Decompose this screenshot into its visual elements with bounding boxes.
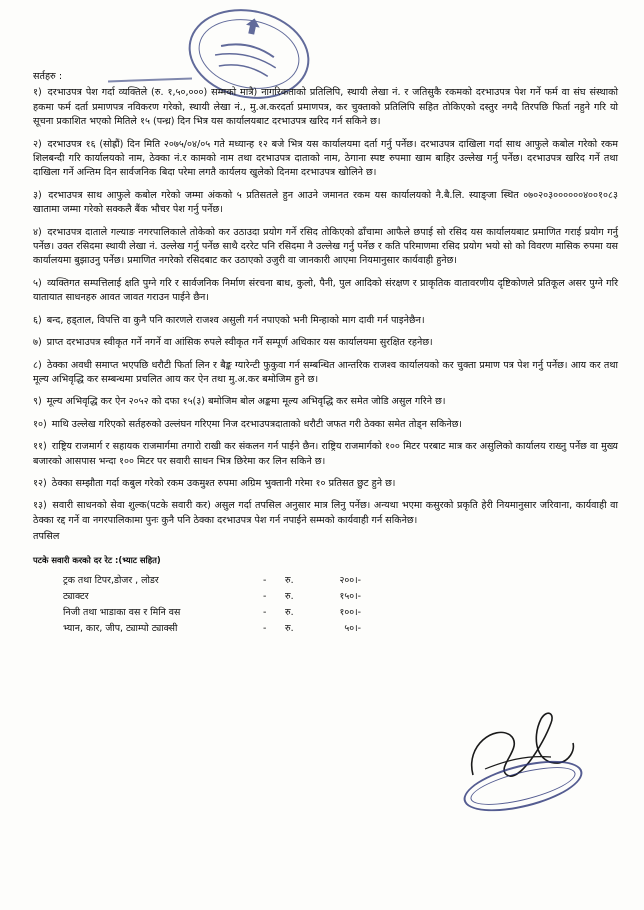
vehicle-type: भ्यान, कार, जीप, ट्याम्पो ट्याक्सी (63, 622, 178, 634)
clause-1 (33, 86, 618, 129)
rate-row (63, 621, 363, 637)
currency: रु. (285, 590, 294, 602)
clause-number: १) (33, 87, 42, 99)
rate-row (63, 589, 363, 605)
clause-number: २) (33, 138, 42, 150)
clause-4 (33, 226, 618, 269)
clause-text: ठेक्का सम्झौता गर्दा कबुल गरेको रकम उकमुश्त रुपमा अग्रिम भुक्तानी गरेमा १० प्रतिसत छुट हुने छ। (51, 477, 396, 489)
currency: रु. (285, 574, 294, 586)
rate-amount: ५०।- (344, 622, 361, 634)
separator: - (263, 574, 267, 586)
clause-number: ३) (33, 189, 42, 201)
clause-3 (33, 189, 618, 218)
clause-2 (33, 138, 618, 181)
separator: - (263, 590, 267, 602)
clause-9 (33, 395, 618, 409)
separator: - (263, 606, 267, 618)
clause-number: १२) (33, 477, 47, 489)
currency: रु. (285, 606, 294, 618)
rate-amount: २००।- (339, 574, 361, 586)
clause-13 (33, 499, 618, 528)
clause-number: ५) (33, 277, 42, 289)
clause-text: प्राप्त दरभाउपत्र स्वीकृत गर्ने नगर्ने वा आंसिक रुपले स्वीकृत गर्ने सम्पूर्ण अधिकार यस कार्यालयमा सुरक्षित रहनेछ। (46, 337, 433, 349)
clause-text: ठेक्का अवधी समाप्त भएपछि धरौटी फिर्ता लिन र बैङ्क ग्यारेन्टी फुकुवा गर्न सम्बन्धित आन्तरिक राजश्व कार्यालयको कर चुक्ता प्रमाण पत्र पेश गर्नु पर्नेछ। आय कर तथा मूल्य अभिवृद्धि कर सम्बन्धमा प्रचलित आय कर ऐन तथा मु.अ.कर बमोजिम हुने छ। (33, 359, 618, 385)
vehicle-type: निजी तथा भाडाका वस र मिनि वस (63, 606, 181, 618)
separator: - (263, 622, 267, 634)
clause-number: ४) (33, 226, 42, 238)
clause-text: माथि उल्लेख गरिएको सर्तहरुको उल्लंघन गरिएमा निज दरभाउपत्रदाताको धरौटी जफत गरी ठेक्का समेत तोड्न सकिनेछ। (51, 418, 463, 430)
rate-table-title: पटके सवारी करको दर रेट :(भ्याट सहित) (33, 554, 161, 565)
clause-text: बन्द, हड्ताल, विपत्ति वा कुनै पनि कारणले राजश्व असुली गर्न नपाएको भनी मिन्हाको माग दावी गर्न पाइनेछैन। (46, 314, 425, 326)
clause-8 (33, 359, 618, 388)
clause-number: ९) (33, 396, 42, 408)
clause-number: ११) (33, 441, 47, 453)
clause-12 (33, 477, 618, 491)
schedule-heading: तपसिल (33, 531, 60, 543)
rate-row (63, 605, 363, 621)
clause-number: ६) (33, 314, 42, 326)
clause-text: दरभाउपत्र पेश गर्दा व्यक्तिले (रु. १,५०,०००) सम्मको मात्रै) नागरिकताको प्रतिलिपि, स्थायी लेखा नं. र जतिसुकै रकमको दरभाउपत्र पेश गर्ने फर्म वा संघ संस्थाको हकमा फर्म दर्ता प्रमाणपत्र नविकरण गरेको, स्थायी लेखा नं., मु.अ.करदर्ता प्रमाणपत्र, कर चुक्ताको प्रतिलिपि सहित तोकिएको दस्तुर नगदै तिरपछि फिर्ता नहुने गरि यो सूचना प्रकाशित भएको मितिले १५ (पन्ध्र) दिन भित्र यस कार्यालयबाट दरभाउपत्र खरिद गर्न सकिने छ। (33, 87, 618, 128)
vehicle-type: ट्याक्टर (63, 590, 89, 602)
clause-text: व्यक्तिगत सम्पत्तिलाई क्षति पुग्ने गरि र सार्वजनिक निर्माण संरचना बाध, कुलो, पैनी, पुल आदिको संरक्षण र प्राकृतिक वातावरणीय दृष्टिकोणले प्रतिकूल असर पुग्ने गरि यातायात साधनहरु आवत जावत गराउन पाईने छैन। (33, 277, 618, 304)
clause-7 (33, 336, 618, 350)
clause-text: दरभाउपत्र दाताले गल्याङ नगरपालिकाले तोकेको कर उठाउदा प्रयोग गर्ने रसिद तोकिएको ढाँचामा आफैले छपाई सो रसिद यस कार्यालयबाट प्रमाणित गराई प्रयोग गर्नु पर्नेछ। उक्त रसिदमा स्थायी लेखा नं. उल्लेख गर्नु पर्नेछ साथै दररेट पनि रसिदमा नै उल्लेख गर्नु पर्नेछ र कति परिमाणमा रसिद प्रयोग भयो सो को विवरण मासिक रुपमा यस कार्यालयमा बुझाउनु पर्नेछ। प्रमाणित नगरेको रसिदबाट कर उठाएको उजुरी वा जानकारी आएमा नियमानुसार कार्यवाही हुनेछ। (33, 226, 618, 267)
clause-text: सवारी साधनको सेवा शुल्क(पटके सवारी कर) असुल गर्दा तपसिल अनुसार मात्र लिनु पर्नेछ। अन्यथा भएमा कसुरको प्रकृति हेरी नियमानुसार जरिवाना, कार्यवाही वा ठेक्का रद्द गर्ने वा नगरपालिकामा पुनः कुनै पनि ठेक्का दरभाउपत्र पेश गर्न नपाईने सम्मको कार्यवाही गर्न सकिनेछ। (33, 500, 618, 526)
terms-content (33, 70, 618, 637)
currency: रु. (285, 622, 294, 634)
clause-6 (33, 314, 618, 328)
clause-text: दरभाउपत्र १६ (सोह्रौं) दिन मिति २०७५/०४/०५ गते मध्यान्ह १२ बजे भित्र यस कार्यालयमा दर्ता गर्नु पर्नेछ। दरभाउपत्र दाखिला गर्दा साथ आफुले कबोल गरेको रकम शिलबन्दी गरि कार्यालयको नाम, ठेक्का नं.र कामको नाम तथा दरभाउपत्र दाताको नाम, ठेगाना स्पष्ट रुपमाा खाम बाहिर उल्लेख गर्नु पर्नेछ। दरभाउपत्र खरिद गर्ने तथा दाखिला गर्ने अन्तिम दिन सार्वजनिक बिदा परेमा लगतै कार्यलय खुलेको दिनमा दरभाउपत्र खोलिने छ। (33, 138, 618, 179)
clause-text: मूल्य अभिवृद्धि कर ऐन २०५२ को दफा १५(३) बमोजिम बोल अङ्कमा मूल्य अभिवृद्धि कर समेत जोडि असुल गरिने छ। (46, 396, 446, 408)
rate-amount: १००।- (339, 606, 361, 618)
clause-number: ८) (33, 359, 42, 371)
clause-11 (33, 440, 618, 469)
clause-number: ७) (33, 337, 42, 349)
rate-row (63, 573, 363, 589)
terms-heading: सर्तहरु : (33, 71, 63, 82)
clause-number: १३) (33, 500, 47, 512)
clause-5 (33, 277, 618, 306)
rate-table (63, 573, 363, 637)
vehicle-type: ट्रक तथा टिपर,डोजर , लोडर (63, 574, 159, 586)
clause-number: १०) (33, 418, 47, 430)
clause-10 (33, 418, 618, 432)
clause-text: दरभाउपत्र साथ आफुले कबोल गरेको जम्मा अंकको ५ प्रतिसतले हुन आउने जमानत रकम यस कार्यालयको नै.बै.लि. स्याङ्जा स्थित ०७०२०३००००००४००१०८३ खातामा जम्मा गरेको सक्कलै बैंक भौचर पेश गर्नु पर्नेछ। (33, 189, 618, 216)
clause-text: राष्ट्रिय राजमार्ग र सहायक राजमार्गमा तगारो राखी कर संकलन गर्न पाईने छैन। राष्ट्रिय राजमार्गको १०० मिटर परबाट मात्र कर असुलिको कार्यालय राख्नु पर्नेछ वा मुख्य बजारको आसपास भन्दा १०० मिटर पर सवारी साधन भित्र छिरेमा कर लिन सकिने छ। (33, 441, 618, 467)
rate-amount: १५०।- (339, 590, 361, 602)
